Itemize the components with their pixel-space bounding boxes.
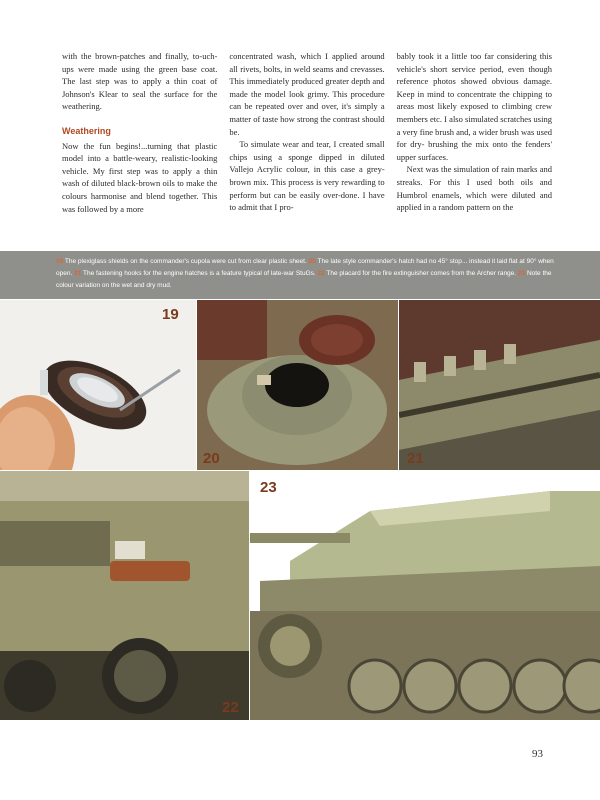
article-body bbox=[62, 50, 552, 240]
page-number: 93 bbox=[532, 748, 543, 760]
paragraph: Next was the simulation of rain marks and streaks. For this I used both oils and Humbrol enamels, which were diluted and applied in a random pattern on the bbox=[396, 164, 552, 213]
figure-number-23: 23 bbox=[260, 479, 277, 496]
figure-number-21: 21 bbox=[407, 450, 424, 467]
photo-23-stug-side bbox=[250, 471, 600, 720]
figure-number-19: 19 bbox=[162, 306, 179, 323]
caption-number: 23 bbox=[517, 270, 526, 277]
caption-band bbox=[0, 251, 600, 299]
caption-text: The placard for the fire extinguisher comes from the Archer range. bbox=[324, 270, 518, 277]
photo-19-cupola-part bbox=[0, 300, 196, 470]
text-column-3 bbox=[397, 50, 552, 240]
photo-captions bbox=[56, 256, 556, 292]
photo-20-commander-hatch bbox=[197, 300, 398, 470]
paragraph: with the brown-patches and finally, to-uch-ups were made using the green base coat. The last step was to apply a thin coat of Johnson's Klear to seal the surface for the weathering. bbox=[62, 51, 218, 112]
photo-21-engine-deck bbox=[399, 300, 600, 470]
text-column-2 bbox=[229, 50, 384, 240]
paragraph: Now the fun begins!...turning that plastic model into a battle-weary, realistic-looking vehicle. My first step was to apply a thin wash of diluted black-brown oils to make the colours harmonise and blend together. This was followed by a more bbox=[62, 140, 218, 214]
text-column-1 bbox=[62, 50, 217, 240]
caption-number: 19 bbox=[56, 258, 64, 265]
paragraph: To simulate wear and tear, I created small chips using a sponge dipped in diluted Vallejo Acrylic colour, in this case a grey-brown mix. This process is very rewarding to perform but can be easily over-done. I have to admit that I pro- bbox=[229, 139, 385, 213]
caption-number: 20 bbox=[308, 258, 316, 265]
photo-22-extinguisher-placard bbox=[0, 471, 249, 720]
caption-text: The plexiglass shields on the commander's cupola were cut from clear plastic sheet. bbox=[63, 258, 309, 265]
section-heading: Weathering bbox=[62, 125, 111, 136]
figure-number-20: 20 bbox=[203, 450, 220, 467]
paragraph: concentrated wash, which I applied around all rivets, bolts, in weld seams and crevasses. This immediately produced greater depth and made the model look grimy. This procedure can be repeated over and over, it's simply a matter of taste how strong the contrast should be. bbox=[229, 51, 385, 137]
caption-number: 21 bbox=[74, 270, 82, 277]
caption-text: The late style commander's hatch had no 45° stop... instead it laid flat at 90° when open. bbox=[56, 258, 554, 277]
caption-text: Note the colour variation on the wet and dry mud. bbox=[56, 270, 552, 289]
caption-number: 22 bbox=[317, 270, 325, 277]
paragraph: bably took it a little too far considering this vehicle's short service period, even though reference photos showed obvious damage. Keep in mind to concentrate the chipping to areas most likely exposed to climbing crew members etc. I also simulated scratches using a very fine brush and, a wider brush was used for dry- brushing the mix onto the fenders' upper surfaces. bbox=[396, 51, 552, 162]
figure-number-22: 22 bbox=[222, 699, 239, 716]
caption-text: The fastening hooks for the engine hatches is a feature typical of late-war StuGs. bbox=[81, 270, 318, 277]
